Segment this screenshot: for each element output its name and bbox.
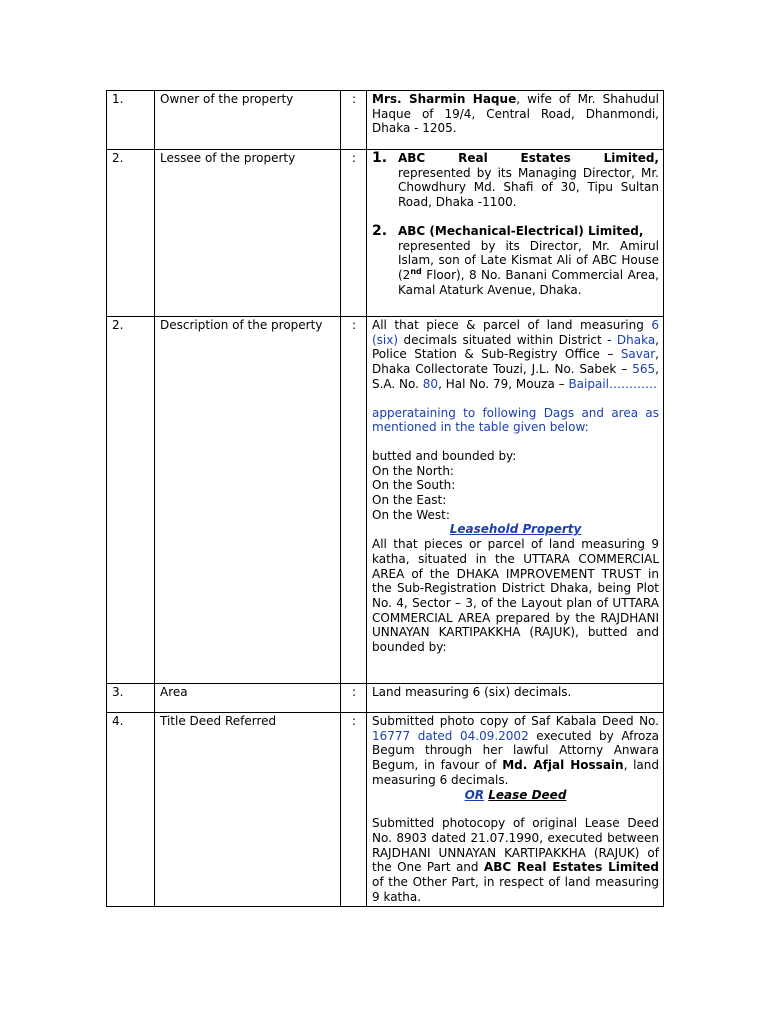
row-label: Description of the property	[155, 317, 341, 684]
row-separator: :	[341, 317, 367, 684]
property-schedule-table	[106, 90, 664, 907]
boundary-north: On the North:	[372, 463, 454, 478]
table-row-owner	[107, 91, 664, 150]
leasehold-text: All that pieces or parcel of land measuring 9 katha, situated in the UTTARA COMMERCIAL AREA of the DHAKA IMPROVEMENT TRUST in the Sub-Registration District Dhaka, being Plot No. 4, Sector – 3, of the Layout plan of UTTARA COMMERCIAL AREA prepared by the RAJDHANI UNNAYAN KARTIPAKKHA (RAJUK), butted and bounded by:	[372, 537, 659, 655]
lessee-index: 1.	[372, 150, 388, 166]
row-number: 4.	[107, 713, 155, 907]
row-number: 1.	[107, 91, 155, 150]
area-value: Land measuring 6 (six) decimals.	[367, 684, 664, 713]
row-number: 3.	[107, 684, 155, 713]
or-lease-deed-heading: OR Lease Deed	[464, 787, 567, 802]
row-label: Area	[155, 684, 341, 713]
row-number: 2.	[107, 150, 155, 317]
row-separator: :	[341, 713, 367, 907]
lessee-detail: represented by its Managing Director, Mr. Chowdhury Md. Shafi of 30, Tipu Sultan Road, Dhaka -1100.	[398, 165, 659, 210]
boundary-east: On the East:	[372, 493, 447, 508]
butted-bounded: butted and bounded by:	[372, 448, 517, 463]
lessee-detail: represented by its Director, Mr. Amirul Islam, son of Late Kismat Ali of ABC House (2nd Floor), 8 No. Banani Commercial Area, Kamal Ataturk Avenue, Dhaka.	[398, 238, 659, 297]
table-row-lessee	[107, 150, 664, 317]
boundary-west: On the West:	[372, 507, 450, 522]
owner-value	[367, 91, 664, 150]
row-label: Owner of the property	[155, 91, 341, 150]
row-separator: :	[341, 684, 367, 713]
lessee-name: ABC Real Estates Limited,	[398, 151, 659, 165]
lessee-value	[367, 150, 664, 317]
owner-name: Mrs. Sharmin Haque	[372, 92, 517, 106]
lessee-index: 2.	[372, 222, 388, 239]
row-separator: :	[341, 150, 367, 317]
table-row-description	[107, 317, 664, 684]
lessee-item	[372, 224, 659, 298]
table-row-area	[107, 684, 664, 713]
row-separator: :	[341, 91, 367, 150]
boundary-south: On the South:	[372, 478, 456, 493]
row-label: Lessee of the property	[155, 150, 341, 317]
lessee-name: ABC (Mechanical-Electrical) Limited,	[398, 223, 644, 238]
leasehold-heading: Leasehold Property	[449, 522, 582, 537]
land-description: All that piece & parcel of land measuring 6 (six) decimals situated within District - Dhaka, Police Station & Sub-Registry Office – Savar, Dhaka Collectorate Touzi, J.L. No. Sabek – 565, S.A. No. 80, Hal No. 79, Mouza – Baipail…………	[372, 318, 659, 391]
lessee-item	[372, 151, 659, 210]
title-deed-value	[367, 713, 664, 907]
row-label: Title Deed Referred	[155, 713, 341, 907]
dags-note: apperataining to following Dags and area as mentioned in the table given below:	[372, 405, 659, 435]
row-number: 2.	[107, 317, 155, 684]
owner-details: , wife of Mr. Shahudul Haque of 19/4, Central Road, Dhanmondi, Dhaka - 1205.	[372, 92, 659, 136]
table-row-title-deed	[107, 713, 664, 907]
description-value	[367, 317, 664, 684]
saf-kabala-deed: Submitted photo copy of Saf Kabala Deed No. 16777 dated 04.09.2002 executed by Afroza Begum through her lawful Attorny Anwara Begum, in favour of Md. Afjal Hossain, land measuring 6 decimals.	[372, 714, 659, 787]
lease-deed-detail: Submitted photocopy of original Lease Deed No. 8903 dated 21.07.1990, executed between RAJDHANI UNNAYAN KARTIPAKKHA (RAJUK) of the One Part and ABC Real Estates Limited of the Other Part, in respect of land measuring 9 katha.	[372, 816, 659, 904]
